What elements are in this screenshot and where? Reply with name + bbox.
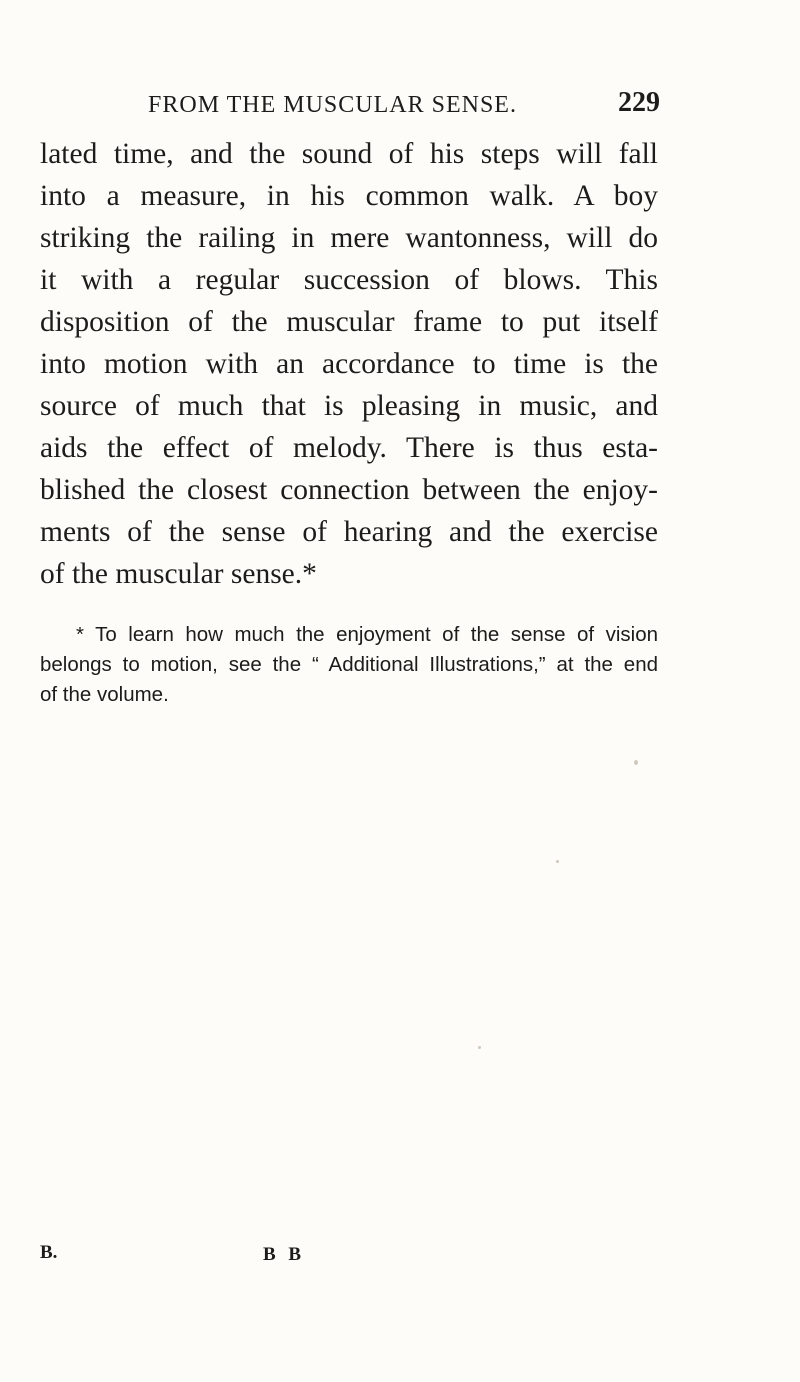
- footnote-line: * To learn how much the enjoyment of the sense of vision: [76, 623, 658, 646]
- body-line: lated time, and the sound of his steps will fall: [40, 138, 658, 170]
- body-line: source of much that is pleasing in music, and: [40, 390, 658, 422]
- paper-speck: [478, 1046, 481, 1049]
- body-line: blished the closest connection between the enjoy-: [40, 474, 658, 506]
- body-line: aids the effect of melody. There is thus esta-: [40, 432, 658, 464]
- body-line: into motion with an accordance to time is the: [40, 348, 658, 380]
- signature-mark: B.: [40, 1242, 58, 1263]
- paper-speck: [634, 760, 638, 765]
- footnote-line: of the volume.: [40, 683, 169, 706]
- signature-mark-secondary: B B: [263, 1244, 306, 1265]
- page-number: 229: [618, 87, 660, 118]
- body-line: disposition of the muscular frame to put itself: [40, 306, 658, 338]
- body-line: it with a regular succession of blows. This: [40, 264, 658, 296]
- body-line: striking the railing in mere wantonness, will do: [40, 222, 658, 254]
- running-head: FROM THE MUSCULAR SENSE.: [148, 92, 517, 118]
- body-line: ments of the sense of hearing and the exercise: [40, 516, 658, 548]
- body-line: into a measure, in his common walk. A boy: [40, 180, 658, 212]
- paper-speck: [556, 860, 559, 863]
- footnote-line: belongs to motion, see the “ Additional Illustrations,” at the end: [40, 653, 658, 676]
- body-line: of the muscular sense.*: [40, 558, 317, 590]
